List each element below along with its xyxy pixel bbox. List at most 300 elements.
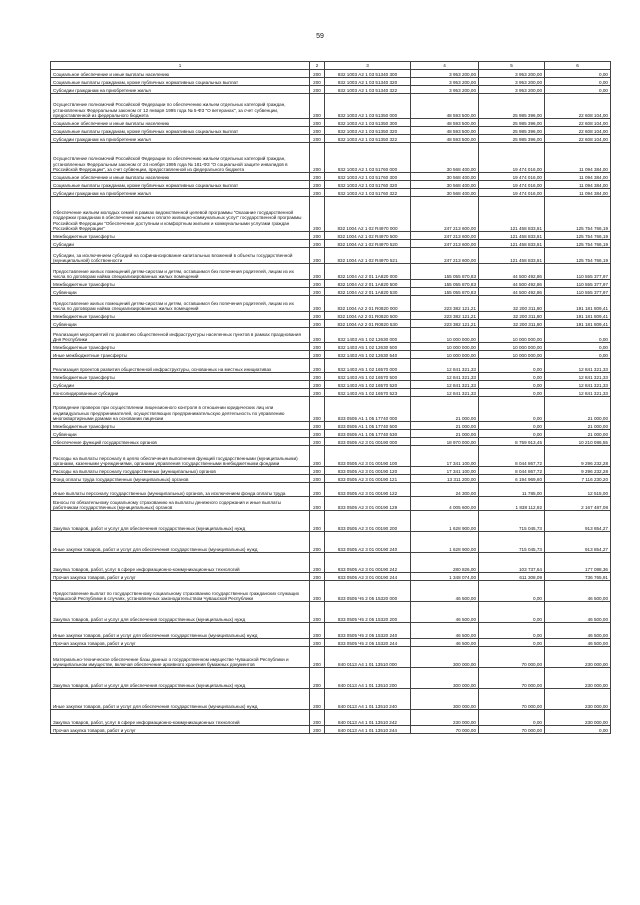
row-executed-amount: 10 000 000,00 [479,343,545,351]
row-code-line: 200 [310,511,325,532]
row-budget-classification: 833 0505 Ч5 2 05 15320 000 [325,581,411,602]
row-executed-amount: 19 474 016,00 [479,173,545,181]
row-executed-amount: 0,00 [479,710,545,726]
row-budget-classification: 833 0505 А1 1 05 17740 530 [325,430,411,438]
row-code-line: 200 [310,248,325,264]
col-header: 6 [545,62,611,70]
row-description: Прочая закупка товаров, работ и услуг [51,573,310,581]
table-row [51,127,611,135]
row-unexecuted-amount: 9 296 232,28 [545,467,611,475]
row-budget-classification: 832 1004 А2 2 01 1А820 530 [325,288,411,296]
row-unexecuted-amount: 0,00 [545,343,611,351]
row-description: Закупка товаров, работ, услуг в сфере информационно-коммуникационных технологий [51,710,310,726]
table-row [51,573,611,581]
row-budget-classification: 832 1003 А2 1 03 51350 322 [325,135,411,143]
row-budget-classification: 833 0505 Ч5 2 05 15320 240 [325,623,411,639]
table-row [51,86,611,94]
row-unexecuted-amount: 125 754 766,19 [545,240,611,248]
table-row [51,288,611,296]
row-code-line: 200 [310,280,325,288]
row-code-line: 200 [310,446,325,467]
row-description: Межбюджетные трансферты [51,312,310,320]
row-code-line: 200 [310,296,325,312]
row-approved-amount: 10 000 000,00 [411,328,479,343]
row-code-line: 200 [310,710,325,726]
row-executed-amount: 3 953 200,00 [479,78,545,86]
row-executed-amount: 44 500 492,86 [479,264,545,280]
col-header: 1 [51,62,310,70]
row-executed-amount: 32 200 311,80 [479,320,545,328]
row-budget-classification: 832 1403 А5 1 02 12630 500 [325,343,411,351]
table-row [51,296,611,312]
row-executed-amount: 121 458 833,81 [479,232,545,240]
row-unexecuted-amount: 913 854,27 [545,511,611,532]
row-approved-amount: 48 593 500,00 [411,127,479,135]
row-executed-amount: 25 985 396,00 [479,119,545,127]
row-approved-amount: 24 300,00 [411,483,479,497]
row-executed-amount: 11 785,00 [479,483,545,497]
row-approved-amount: 46 500,00 [411,623,479,639]
row-approved-amount: 48 593 500,00 [411,135,479,143]
row-description: Обеспечение функций государственных органов [51,438,310,446]
table-row [51,581,611,602]
row-code-line: 200 [310,328,325,343]
table-row [51,467,611,475]
col-header: 5 [479,62,545,70]
row-budget-classification: 840 0113 А4 1 01 13510 242 [325,710,411,726]
row-code-line: 200 [310,119,325,127]
row-executed-amount: 0,00 [479,602,545,623]
row-description: Предоставление выплат по государственному социальному страхованию государственных гражданских служащих Чувашской Республики в случаях, установленных законодательством Чувашской Республики [51,581,310,602]
table-row [51,359,611,373]
row-code-line: 200 [310,422,325,430]
table-row [51,240,611,248]
row-description: Субсидии [51,381,310,389]
row-executed-amount: 1 838 112,92 [479,497,545,511]
table-row [51,475,611,483]
row-unexecuted-amount: 46 500,00 [545,639,611,647]
row-approved-amount: 230 000,00 [411,710,479,726]
row-unexecuted-amount: 0,00 [545,70,611,78]
row-description: Закупка товаров, работ и услуг для обеспечения государственных (муниципальных) нужд [51,511,310,532]
row-description: Иные выплаты персоналу государственных (муниципальных) органов, за исключением фонда оплаты труда [51,483,310,497]
row-executed-amount: 6 194 969,60 [479,475,545,483]
row-unexecuted-amount: 21 000,00 [545,397,611,422]
row-description: Иные закупки товаров, работ и услуг для обеспечения государственных (муниципальных) нужд [51,532,310,553]
row-unexecuted-amount: 11 094 384,00 [545,143,611,173]
row-description: Осуществление полномочий Российской Федерации по обеспечению жильем отдельных категорий граждан, установленных Федеральным законом от 24 ноября 1995 года № 181-ФЗ "О социальной защите инвалидов в Российской Федерации", за счет субвенции, предоставленной из федерального бюджета [51,143,310,173]
row-unexecuted-amount: 230 000,00 [545,647,611,668]
row-code-line: 200 [310,94,325,119]
row-budget-classification: 833 0505 Ч5 2 05 15320 200 [325,602,411,623]
table-row [51,119,611,127]
row-approved-amount: 155 055 870,83 [411,280,479,288]
row-budget-classification: 832 1004 А2 1 02 R4970 500 [325,232,411,240]
row-approved-amount: 17 341 100,00 [411,446,479,467]
row-code-line: 200 [310,483,325,497]
table-row [51,135,611,143]
row-code-line: 200 [310,264,325,280]
row-unexecuted-amount: 0,00 [545,328,611,343]
row-code-line: 200 [310,78,325,86]
table-row [51,511,611,532]
row-approved-amount: 21 000,00 [411,430,479,438]
row-budget-classification: 833 0505 А2 3 01 00190 121 [325,475,411,483]
table-row [51,422,611,430]
row-unexecuted-amount: 110 555 377,97 [545,288,611,296]
table-row [51,373,611,381]
row-executed-amount: 19 474 016,00 [479,181,545,189]
row-approved-amount: 247 213 600,00 [411,197,479,232]
row-approved-amount: 48 593 500,00 [411,119,479,127]
row-unexecuted-amount: 125 754 766,19 [545,248,611,264]
row-code-line: 200 [310,647,325,668]
row-budget-classification: 833 0505 Ч5 2 05 15320 244 [325,639,411,647]
row-code-line: 200 [310,430,325,438]
row-code-line: 200 [310,197,325,232]
row-description: Проведение проверок при осуществлении лицензионного контроля в отношении юридических лиц или индивидуальных предпринимателей, осуществляющих предпринимательскую деятельность по управлению многоквартирными домами на основании лицензии [51,397,310,422]
row-unexecuted-amount: 22 608 104,00 [545,135,611,143]
row-executed-amount: 25 985 396,00 [479,94,545,119]
table-row [51,710,611,726]
row-unexecuted-amount: 12 515,00 [545,483,611,497]
row-budget-classification: 832 1003 А2 1 03 51340 300 [325,70,411,78]
table-row [51,553,611,573]
row-budget-classification: 832 1403 А5 1 02 16570 520 [325,381,411,389]
row-budget-classification: 832 1003 А2 1 03 51340 322 [325,86,411,94]
table-row [51,532,611,553]
table-row [51,232,611,240]
table-row [51,389,611,397]
row-budget-classification: 833 0505 А2 3 01 00190 240 [325,532,411,553]
row-approved-amount: 300 000,00 [411,647,479,668]
table-row [51,312,611,320]
row-code-line: 200 [310,497,325,511]
row-code-line: 200 [310,381,325,389]
row-unexecuted-amount: 11 094 384,00 [545,189,611,197]
row-code-line: 200 [310,189,325,197]
row-description: Субсидии, за исключением субсидий на софинансирование капитальных вложений в объекты государственной (муниципальной) собственности [51,248,310,264]
row-description: Социальное обеспечение и иные выплаты населению [51,173,310,181]
table-row [51,689,611,710]
table-row [51,438,611,446]
row-unexecuted-amount: 230 000,00 [545,710,611,726]
row-description: Субсидии гражданам на приобретение жилья [51,189,310,197]
row-approved-amount: 1 348 074,00 [411,573,479,581]
row-code-line: 200 [310,240,325,248]
row-approved-amount: 18 970 000,00 [411,438,479,446]
row-description: Межбюджетные трансферты [51,422,310,430]
row-unexecuted-amount: 21 000,00 [545,422,611,430]
row-description: Закупка товаров, работ и услуг для обеспечения государственных (муниципальных) нужд [51,602,310,623]
row-executed-amount: 32 200 311,80 [479,312,545,320]
row-executed-amount: 3 953 200,00 [479,70,545,78]
row-code-line: 200 [310,288,325,296]
row-description: Субсидии [51,240,310,248]
row-description: Расходы на выплаты персоналу государственных (муниципальных) органов [51,467,310,475]
row-approved-amount: 12 841 321,33 [411,381,479,389]
row-code-line: 200 [310,173,325,181]
row-approved-amount: 223 382 121,21 [411,296,479,312]
row-approved-amount: 300 000,00 [411,689,479,710]
row-description: Взносы по обязательному социальному страхованию на выплаты денежного содержания и иные выплаты работникам государственных (муниципальных) органов [51,497,310,511]
row-approved-amount: 3 953 200,00 [411,86,479,94]
row-budget-classification: 833 0505 А2 3 01 00190 000 [325,438,411,446]
row-budget-classification: 833 0505 А1 1 05 17740 000 [325,397,411,422]
row-unexecuted-amount: 230 000,00 [545,668,611,689]
row-approved-amount: 12 841 321,33 [411,373,479,381]
row-budget-classification: 832 1403 А5 1 02 12630 540 [325,351,411,359]
row-approved-amount: 21 000,00 [411,397,479,422]
row-code-line: 200 [310,602,325,623]
row-executed-amount: 0,00 [479,389,545,397]
table-row [51,181,611,189]
table-row [51,143,611,173]
row-description: Иные закупки товаров, работ и услуг для обеспечения государственных (муниципальных) нужд [51,623,310,639]
row-budget-classification: 840 0113 А4 1 01 13510 000 [325,647,411,668]
row-description: Закупка товаров, работ и услуг для обеспечения государственных (муниципальных) нужд [51,668,310,689]
row-description: Прочая закупка товаров, работ и услуг [51,639,310,647]
row-executed-amount: 715 045,73 [479,511,545,532]
row-approved-amount: 3 953 200,00 [411,70,479,78]
row-unexecuted-amount: 177 088,36 [545,553,611,573]
row-budget-classification: 832 1003 А2 1 03 51760 300 [325,173,411,181]
table-row [51,397,611,422]
table-row [51,343,611,351]
row-description: Субсидии гражданам на приобретение жилья [51,86,310,94]
row-budget-classification: 832 1003 А2 1 03 51350 000 [325,94,411,119]
row-executed-amount: 121 458 833,81 [479,248,545,264]
row-budget-classification: 832 1403 А5 1 02 16570 523 [325,389,411,397]
row-code-line: 200 [310,668,325,689]
row-executed-amount: 0,00 [479,381,545,389]
row-unexecuted-amount: 110 555 377,97 [545,280,611,288]
row-unexecuted-amount: 736 765,91 [545,573,611,581]
row-budget-classification: 840 0113 А4 1 01 13510 244 [325,726,411,734]
table-row [51,446,611,467]
row-approved-amount: 10 000 000,00 [411,351,479,359]
row-description: Прочая закупка товаров, работ и услуг [51,726,310,734]
row-approved-amount: 247 213 600,00 [411,248,479,264]
row-budget-classification: 840 0113 А4 1 01 13510 240 [325,689,411,710]
row-executed-amount: 611 308,09 [479,573,545,581]
row-approved-amount: 12 841 321,33 [411,389,479,397]
row-unexecuted-amount: 22 608 104,00 [545,119,611,127]
row-unexecuted-amount: 125 754 766,19 [545,197,611,232]
table-row [51,497,611,511]
row-approved-amount: 1 628 900,00 [411,511,479,532]
row-executed-amount: 121 458 833,81 [479,240,545,248]
table-row [51,623,611,639]
row-approved-amount: 46 500,00 [411,639,479,647]
table-row [51,70,611,78]
col-header: 3 [325,62,411,70]
row-budget-classification: 840 0113 А4 1 01 13510 200 [325,668,411,689]
row-executed-amount: 8 044 867,72 [479,446,545,467]
table-row [51,94,611,119]
header-row [51,62,611,70]
row-budget-classification: 832 1004 А2 1 02 R4970 520 [325,240,411,248]
table-row [51,173,611,181]
row-unexecuted-amount: 110 555 377,97 [545,264,611,280]
row-description: Субвенции [51,288,310,296]
budget-table [50,61,611,734]
row-executed-amount: 3 953 200,00 [479,86,545,94]
table-row [51,381,611,389]
row-approved-amount: 155 055 870,83 [411,264,479,280]
row-code-line: 200 [310,373,325,381]
row-budget-classification: 832 1004 А2 2 01 R0820 530 [325,320,411,328]
row-unexecuted-amount: 7 116 230,20 [545,475,611,483]
row-approved-amount: 13 311 200,00 [411,475,479,483]
table-row [51,639,611,647]
row-description: Предоставление жилых помещений детям-сиротам и детям, оставшимся без попечения родителей, лицам из их числа по договорам найма специализированных жилых помещений [51,296,310,312]
row-budget-classification: 832 1403 А5 1 02 12630 000 [325,328,411,343]
row-approved-amount: 21 000,00 [411,422,479,430]
table-row [51,197,611,232]
row-code-line: 200 [310,397,325,422]
row-executed-amount: 0,00 [479,373,545,381]
row-unexecuted-amount: 21 000,00 [545,430,611,438]
row-unexecuted-amount: 46 500,00 [545,602,611,623]
row-budget-classification: 832 1004 А2 2 01 R0820 000 [325,296,411,312]
row-code-line: 200 [310,726,325,734]
row-code-line: 200 [310,351,325,359]
row-unexecuted-amount: 191 181 809,41 [545,312,611,320]
row-unexecuted-amount: 191 181 809,41 [545,320,611,328]
row-approved-amount: 46 500,00 [411,602,479,623]
row-unexecuted-amount: 12 841 321,33 [545,389,611,397]
table-row [51,248,611,264]
row-executed-amount: 10 000 000,00 [479,351,545,359]
row-code-line: 200 [310,389,325,397]
table-row [51,320,611,328]
row-description: Субвенции [51,320,310,328]
row-executed-amount: 0,00 [479,397,545,422]
row-approved-amount: 223 382 121,21 [411,312,479,320]
row-budget-classification: 833 0505 А2 3 01 00190 129 [325,497,411,511]
row-budget-classification: 833 0505 А2 3 01 00190 120 [325,467,411,475]
row-executed-amount: 19 474 016,00 [479,189,545,197]
row-budget-classification: 833 0505 А1 1 05 17740 500 [325,422,411,430]
row-unexecuted-amount: 0,00 [545,78,611,86]
row-budget-classification: 833 0505 А2 3 01 00190 100 [325,446,411,467]
row-description: Межбюджетные трансферты [51,280,310,288]
row-executed-amount: 103 737,64 [479,553,545,573]
row-budget-classification: 832 1004 А2 2 01 1А820 000 [325,264,411,280]
row-unexecuted-amount: 0,00 [545,726,611,734]
row-executed-amount: 8 759 913,45 [479,438,545,446]
row-executed-amount: 32 200 311,80 [479,296,545,312]
row-code-line: 200 [310,581,325,602]
row-approved-amount: 12 841 321,33 [411,359,479,373]
row-approved-amount: 46 500,00 [411,581,479,602]
row-unexecuted-amount: 0,00 [545,86,611,94]
row-approved-amount: 30 568 400,00 [411,173,479,181]
row-code-line: 200 [310,532,325,553]
row-code-line: 200 [310,70,325,78]
col-header: 2 [310,62,325,70]
row-executed-amount: 25 985 396,00 [479,127,545,135]
row-executed-amount: 70 000,00 [479,689,545,710]
row-code-line: 200 [310,320,325,328]
row-description: Реализация проектов развития общественной инфраструктуры, основанных на местных инициативах [51,359,310,373]
row-code-line: 200 [310,312,325,320]
row-executed-amount: 0,00 [479,430,545,438]
row-approved-amount: 30 568 400,00 [411,181,479,189]
table-row [51,647,611,668]
row-unexecuted-amount: 230 000,00 [545,689,611,710]
row-unexecuted-amount: 191 181 809,41 [545,296,611,312]
row-executed-amount: 715 045,73 [479,532,545,553]
table-row [51,726,611,734]
row-unexecuted-amount: 12 841 321,33 [545,381,611,389]
row-description: Осуществление полномочий Российской Федерации по обеспечению жильем отдельных категорий граждан, установленных Федеральным законом от 12 января 1995 года № 5-ФЗ "О ветеранах", за счет субвенции, предоставленной из федерального бюджета [51,94,310,119]
row-description: Иные закупки товаров, работ и услуг для обеспечения государственных (муниципальных) нужд [51,689,310,710]
row-description: Межбюджетные трансферты [51,232,310,240]
row-approved-amount: 280 826,00 [411,553,479,573]
row-approved-amount: 17 341 100,00 [411,467,479,475]
page-number: 59 [316,33,324,40]
row-description: Межбюджетные трансферты [51,343,310,351]
row-unexecuted-amount: 9 296 232,28 [545,446,611,467]
row-budget-classification: 832 1004 А2 2 01 1А820 500 [325,280,411,288]
row-budget-classification: 832 1003 А2 1 03 51340 320 [325,78,411,86]
row-approved-amount: 3 953 200,00 [411,78,479,86]
row-executed-amount: 0,00 [479,422,545,430]
row-description: Предоставление жилых помещений детям-сиротам и детям, оставшимся без попечения родителей, лицам из их числа по договорам найма специализированных жилых помещений [51,264,310,280]
row-executed-amount: 0,00 [479,623,545,639]
table-row [51,351,611,359]
row-executed-amount: 0,00 [479,359,545,373]
row-code-line: 200 [310,343,325,351]
row-code-line: 200 [310,623,325,639]
row-unexecuted-amount: 22 608 104,00 [545,127,611,135]
row-code-line: 200 [310,438,325,446]
row-code-line: 200 [310,573,325,581]
row-description: Социальное обеспечение и иные выплаты населению [51,70,310,78]
row-executed-amount: 0,00 [479,639,545,647]
row-budget-classification: 832 1403 А5 1 02 16570 000 [325,359,411,373]
row-budget-classification: 832 1004 А2 1 02 R4970 000 [325,197,411,232]
row-code-line: 200 [310,86,325,94]
row-code-line: 200 [310,639,325,647]
row-approved-amount: 247 213 600,00 [411,232,479,240]
row-approved-amount: 223 382 121,21 [411,320,479,328]
row-unexecuted-amount: 12 841 321,33 [545,373,611,381]
row-code-line: 200 [310,232,325,240]
row-description: Расходы на выплаты персоналу в целях обеспечения выполнения функций государственными (муниципальными) органами, казенными учреждениями, органами управления государственными внебюджетными фондами [51,446,310,467]
row-description: Материально-техническое обеспечение базы данных о государственном имуществе Чувашской Республики и муниципальном имуществе, включая обеспечение архивного хранения бумажных документов [51,647,310,668]
row-description: Обеспечение жильем молодых семей в рамках ведомственной целевой программы "Оказание государственной поддержки гражданам в обеспечении жильем и оплате жилищно-коммунальных услуг" государственной программы Российской Федерации "Обеспечение доступным и комфортным жильем и коммунальными услугами граждан Российской Федерации" [51,197,310,232]
row-approved-amount: 48 593 500,00 [411,94,479,119]
row-executed-amount: 44 500 492,86 [479,288,545,296]
row-budget-classification: 832 1003 А2 1 03 51350 320 [325,127,411,135]
row-unexecuted-amount: 2 167 487,08 [545,497,611,511]
row-executed-amount: 0,00 [479,581,545,602]
row-unexecuted-amount: 12 841 321,33 [545,359,611,373]
row-unexecuted-amount: 46 500,00 [545,623,611,639]
row-description: Иные межбюджетные трансферты [51,351,310,359]
row-budget-classification: 832 1004 А2 2 01 R0820 500 [325,312,411,320]
row-approved-amount: 1 628 900,00 [411,532,479,553]
row-description: Закупка товаров, работ, услуг в сфере информационно-коммуникационных технологий [51,553,310,573]
row-unexecuted-amount: 11 094 384,00 [545,173,611,181]
row-code-line: 200 [310,135,325,143]
row-code-line: 200 [310,467,325,475]
row-description: Реализация мероприятий по развитию общественной инфраструктуры населенных пунктов в рамках празднования Дня Республики [51,328,310,343]
row-approved-amount: 4 005 600,00 [411,497,479,511]
